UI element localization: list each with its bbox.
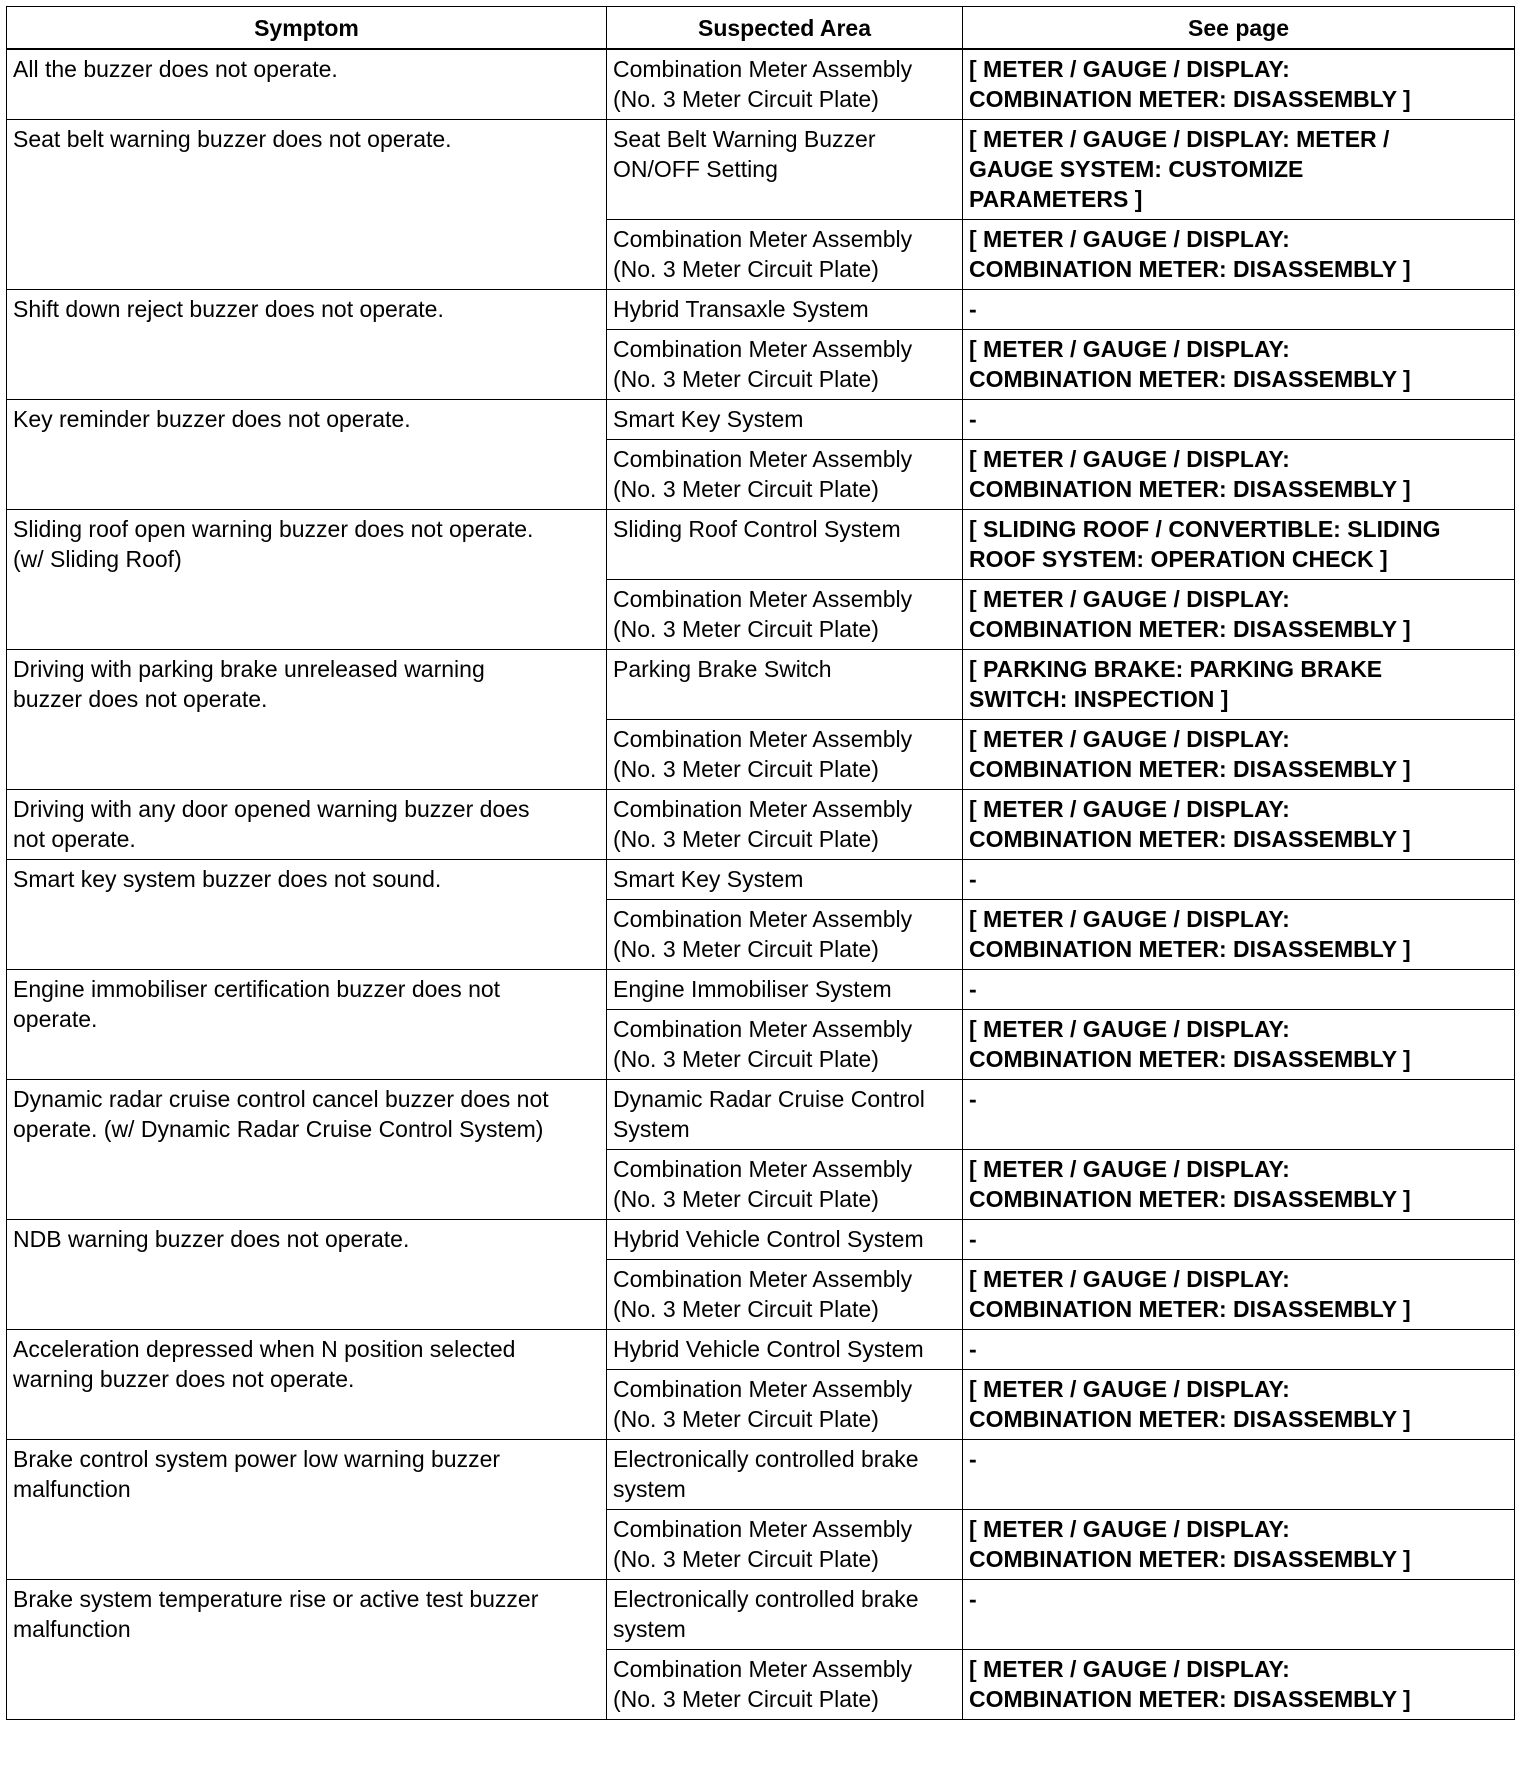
- symptom-cell: All the buzzer does not operate.: [7, 49, 607, 120]
- see-page-cell: -: [963, 860, 1515, 900]
- suspected-area-cell: Hybrid Vehicle Control System: [607, 1330, 963, 1370]
- see-page-cell: [ METER / GAUGE / DISPLAY: COMBINATION METER: DISASSEMBLY ]: [963, 330, 1515, 400]
- symptom-cell: Brake system temperature rise or active test buzzer malfunction: [7, 1580, 607, 1720]
- symptom-cell: Driving with parking brake unreleased warning buzzer does not operate.: [7, 650, 607, 790]
- see-page-cell: [ METER / GAUGE / DISPLAY: COMBINATION METER: DISASSEMBLY ]: [963, 220, 1515, 290]
- header-symptom: Symptom: [7, 7, 607, 50]
- symptom-cell: Acceleration depressed when N position selected warning buzzer does not operate.: [7, 1330, 607, 1440]
- suspected-area-cell: Combination Meter Assembly (No. 3 Meter Circuit Plate): [607, 1650, 963, 1720]
- see-page-cell: -: [963, 1580, 1515, 1650]
- table-row: [7, 290, 1515, 330]
- see-page-cell: [ METER / GAUGE / DISPLAY: COMBINATION METER: DISASSEMBLY ]: [963, 1260, 1515, 1330]
- suspected-area-cell: Combination Meter Assembly (No. 3 Meter Circuit Plate): [607, 49, 963, 120]
- problem-symptoms-table: [6, 6, 1515, 1720]
- suspected-area-cell: Combination Meter Assembly (No. 3 Meter Circuit Plate): [607, 1510, 963, 1580]
- suspected-area-cell: Combination Meter Assembly (No. 3 Meter Circuit Plate): [607, 220, 963, 290]
- see-page-cell: [ METER / GAUGE / DISPLAY: COMBINATION METER: DISASSEMBLY ]: [963, 900, 1515, 970]
- see-page-cell: -: [963, 1330, 1515, 1370]
- see-page-cell: [ SLIDING ROOF / CONVERTIBLE: SLIDING ROOF SYSTEM: OPERATION CHECK ]: [963, 510, 1515, 580]
- see-page-cell: [ PARKING BRAKE: PARKING BRAKE SWITCH: INSPECTION ]: [963, 650, 1515, 720]
- suspected-area-cell: Engine Immobiliser System: [607, 970, 963, 1010]
- suspected-area-cell: Combination Meter Assembly (No. 3 Meter Circuit Plate): [607, 1010, 963, 1080]
- suspected-area-cell: Dynamic Radar Cruise Control System: [607, 1080, 963, 1150]
- symptom-cell: Key reminder buzzer does not operate.: [7, 400, 607, 510]
- header-row: [7, 7, 1515, 50]
- suspected-area-cell: Combination Meter Assembly (No. 3 Meter Circuit Plate): [607, 1260, 963, 1330]
- suspected-area-cell: Combination Meter Assembly (No. 3 Meter Circuit Plate): [607, 1150, 963, 1220]
- suspected-area-cell: Seat Belt Warning Buzzer ON/OFF Setting: [607, 120, 963, 220]
- suspected-area-cell: Combination Meter Assembly (No. 3 Meter Circuit Plate): [607, 440, 963, 510]
- see-page-cell: [ METER / GAUGE / DISPLAY: COMBINATION METER: DISASSEMBLY ]: [963, 580, 1515, 650]
- suspected-area-cell: Combination Meter Assembly (No. 3 Meter Circuit Plate): [607, 790, 963, 860]
- suspected-area-cell: Hybrid Vehicle Control System: [607, 1220, 963, 1260]
- table-row: [7, 970, 1515, 1010]
- problem-symptoms-table-page: [6, 6, 1514, 1780]
- table-header: [7, 7, 1515, 50]
- see-page-cell: -: [963, 970, 1515, 1010]
- see-page-cell: [ METER / GAUGE / DISPLAY: COMBINATION METER: DISASSEMBLY ]: [963, 1010, 1515, 1080]
- symptom-cell: Shift down reject buzzer does not operate.: [7, 290, 607, 400]
- table-row: [7, 510, 1515, 580]
- see-page-cell: -: [963, 1080, 1515, 1150]
- see-page-cell: [ METER / GAUGE / DISPLAY: COMBINATION METER: DISASSEMBLY ]: [963, 1510, 1515, 1580]
- symptom-cell: Dynamic radar cruise control cancel buzzer does not operate. (w/ Dynamic Radar Cruise Control System): [7, 1080, 607, 1220]
- see-page-cell: -: [963, 1220, 1515, 1260]
- table-row: [7, 1580, 1515, 1650]
- suspected-area-cell: Combination Meter Assembly (No. 3 Meter Circuit Plate): [607, 1370, 963, 1440]
- header-see-page: See page: [963, 7, 1515, 50]
- symptom-cell: NDB warning buzzer does not operate.: [7, 1220, 607, 1330]
- table-row: [7, 1080, 1515, 1150]
- suspected-area-cell: Electronically controlled brake system: [607, 1440, 963, 1510]
- table-row: [7, 400, 1515, 440]
- symptom-cell: Brake control system power low warning buzzer malfunction: [7, 1440, 607, 1580]
- table-body: [7, 49, 1515, 1720]
- table-row: [7, 49, 1515, 120]
- suspected-area-cell: Combination Meter Assembly (No. 3 Meter Circuit Plate): [607, 720, 963, 790]
- suspected-area-cell: Combination Meter Assembly (No. 3 Meter Circuit Plate): [607, 330, 963, 400]
- see-page-cell: [ METER / GAUGE / DISPLAY: COMBINATION METER: DISASSEMBLY ]: [963, 1370, 1515, 1440]
- symptom-cell: Engine immobiliser certification buzzer does not operate.: [7, 970, 607, 1080]
- suspected-area-cell: Parking Brake Switch: [607, 650, 963, 720]
- table-row: [7, 1220, 1515, 1260]
- suspected-area-cell: Smart Key System: [607, 400, 963, 440]
- see-page-cell: [ METER / GAUGE / DISPLAY: COMBINATION METER: DISASSEMBLY ]: [963, 440, 1515, 510]
- suspected-area-cell: Combination Meter Assembly (No. 3 Meter Circuit Plate): [607, 900, 963, 970]
- header-suspected-area: Suspected Area: [607, 7, 963, 50]
- symptom-cell: Driving with any door opened warning buzzer does not operate.: [7, 790, 607, 860]
- suspected-area-cell: Electronically controlled brake system: [607, 1580, 963, 1650]
- suspected-area-cell: Smart Key System: [607, 860, 963, 900]
- suspected-area-cell: Hybrid Transaxle System: [607, 290, 963, 330]
- see-page-cell: [ METER / GAUGE / DISPLAY: COMBINATION METER: DISASSEMBLY ]: [963, 1150, 1515, 1220]
- table-row: [7, 1330, 1515, 1370]
- table-row: [7, 1440, 1515, 1510]
- table-row: [7, 650, 1515, 720]
- table-row: [7, 120, 1515, 220]
- see-page-cell: [ METER / GAUGE / DISPLAY: COMBINATION METER: DISASSEMBLY ]: [963, 790, 1515, 860]
- see-page-cell: [ METER / GAUGE / DISPLAY: COMBINATION METER: DISASSEMBLY ]: [963, 49, 1515, 120]
- see-page-cell: [ METER / GAUGE / DISPLAY: COMBINATION METER: DISASSEMBLY ]: [963, 720, 1515, 790]
- table-row: [7, 790, 1515, 860]
- suspected-area-cell: Combination Meter Assembly (No. 3 Meter Circuit Plate): [607, 580, 963, 650]
- see-page-cell: -: [963, 400, 1515, 440]
- see-page-cell: -: [963, 1440, 1515, 1510]
- suspected-area-cell: Sliding Roof Control System: [607, 510, 963, 580]
- table-row: [7, 860, 1515, 900]
- symptom-cell: Smart key system buzzer does not sound.: [7, 860, 607, 970]
- symptom-cell: Seat belt warning buzzer does not operate.: [7, 120, 607, 290]
- symptom-cell: Sliding roof open warning buzzer does not operate. (w/ Sliding Roof): [7, 510, 607, 650]
- see-page-cell: [ METER / GAUGE / DISPLAY: COMBINATION METER: DISASSEMBLY ]: [963, 1650, 1515, 1720]
- see-page-cell: [ METER / GAUGE / DISPLAY: METER / GAUGE SYSTEM: CUSTOMIZE PARAMETERS ]: [963, 120, 1515, 220]
- see-page-cell: -: [963, 290, 1515, 330]
